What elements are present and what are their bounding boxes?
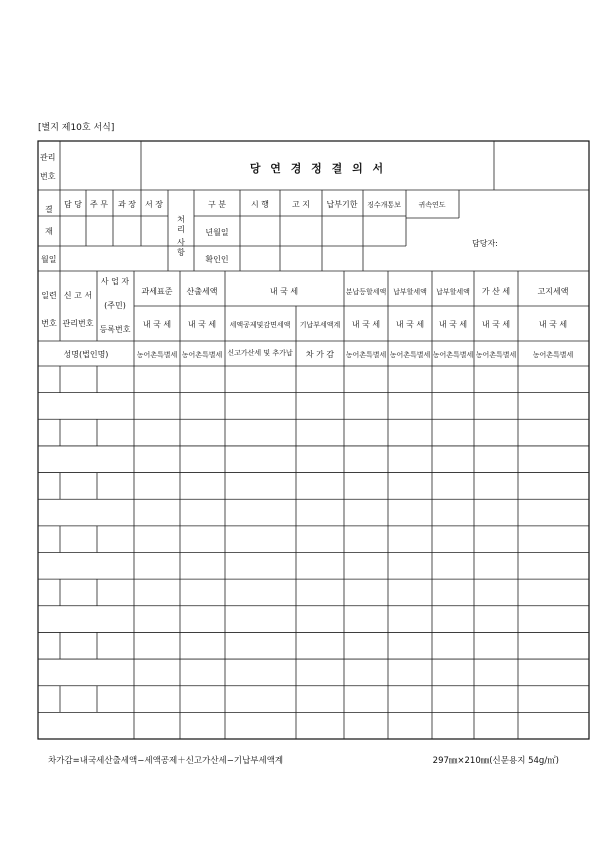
sub-rural-tax-4: 농어촌특별세 [389,351,431,359]
col-notice: 고 지 [292,200,310,209]
date-row-label: 년월일 [205,228,229,237]
form-title: 당 연 경 정 결 의 서 [249,162,387,175]
data-grid [38,366,589,739]
form-number-label: [별지 제10호 서식] [38,123,115,133]
sub-net-amount: 차 가 감 [305,350,335,359]
col-payable-tax-2: 납부할세액 [436,288,470,296]
sub-tax-credit: 세액공제및감면세액 [229,321,291,329]
report-label-1: 신 고 서 [63,291,93,300]
processing-label-4: 항 [177,248,185,257]
processing-label-3: 사 [177,238,185,247]
sub-domestic-2: 내 국 세 [187,320,217,329]
footer-paper-spec: 297㎜×210㎜(신문용지 54g/㎡) [432,756,559,766]
col-computed-tax: 산출세액 [186,287,218,296]
approver-staff: 담 당 [64,200,82,209]
approver-director: 서 장 [145,200,163,209]
footer-formula: 차가감=내국세산출세액−세액공제＋신고가산세−기납부세액계 [48,756,284,766]
sub-rural-tax-6: 농어촌특별세 [475,351,517,359]
col-installment-tax: 분납등할세액 [345,288,387,296]
approver-manager: 주 무 [90,200,108,209]
col-due-date: 납부기한 [326,200,358,209]
sub-rural-tax-1: 농어촌특별세 [136,351,178,359]
report-label-2: 관리번호 [62,319,94,328]
approval-label-2: 재 [45,227,53,236]
sub-rural-tax-5: 농어촌특별세 [432,351,474,359]
biz-no-label-3: 등록번호 [99,325,131,334]
serial-label-2: 번호 [41,319,57,328]
sub-report-penalty: 신고가산세 및 추가납 [227,349,293,357]
processing-label-1: 처 [177,215,185,224]
sub-prepaid-total: 기납부세액계 [299,321,341,329]
sub-rural-tax-3: 농어촌특별세 [345,351,387,359]
sub-domestic-3: 내 국 세 [351,320,381,329]
col-collection-notice: 징수개통보 [367,201,401,209]
sub-rural-tax-7: 농어촌특별세 [532,351,574,359]
name-label: 성명(법인명) [63,350,109,359]
person-in-charge-label: 담당자: [472,239,498,248]
serial-label-1: 일련 [41,291,57,300]
approver-section-chief: 과 장 [118,200,136,209]
mgmt-no-label-1: 관리 [40,153,56,162]
col-tax-base: 과세표준 [141,287,173,296]
col-domestic-tax: 내 국 세 [269,287,299,296]
sub-domestic-4: 내 국 세 [395,320,425,329]
mgmt-no-label-2: 번호 [40,172,56,181]
form-frame [38,141,589,739]
col-enforcement: 시 행 [251,200,269,209]
col-additional-tax: 가 산 세 [481,287,511,296]
approval-label-1: 결 [45,205,53,214]
category-label: 구 분 [208,200,226,209]
sub-domestic-7: 내 국 세 [538,320,568,329]
approval-date-label: 월일 [41,255,57,264]
processing-label-2: 리 [177,225,185,234]
biz-no-label-2: (주민) [104,301,126,310]
biz-no-label-1: 사 업 자 [100,277,130,286]
col-payable-tax-1: 납부할세액 [393,288,427,296]
col-tax-year: 귀속연도 [418,201,446,209]
sub-domestic-5: 내 국 세 [438,320,468,329]
sub-rural-tax-2: 농어촌특별세 [181,351,223,359]
confirm-row-label: 확인인 [205,255,229,264]
col-notified-tax: 고지세액 [537,287,569,296]
sub-domestic-1: 내 국 세 [142,320,172,329]
sub-domestic-6: 내 국 세 [481,320,511,329]
